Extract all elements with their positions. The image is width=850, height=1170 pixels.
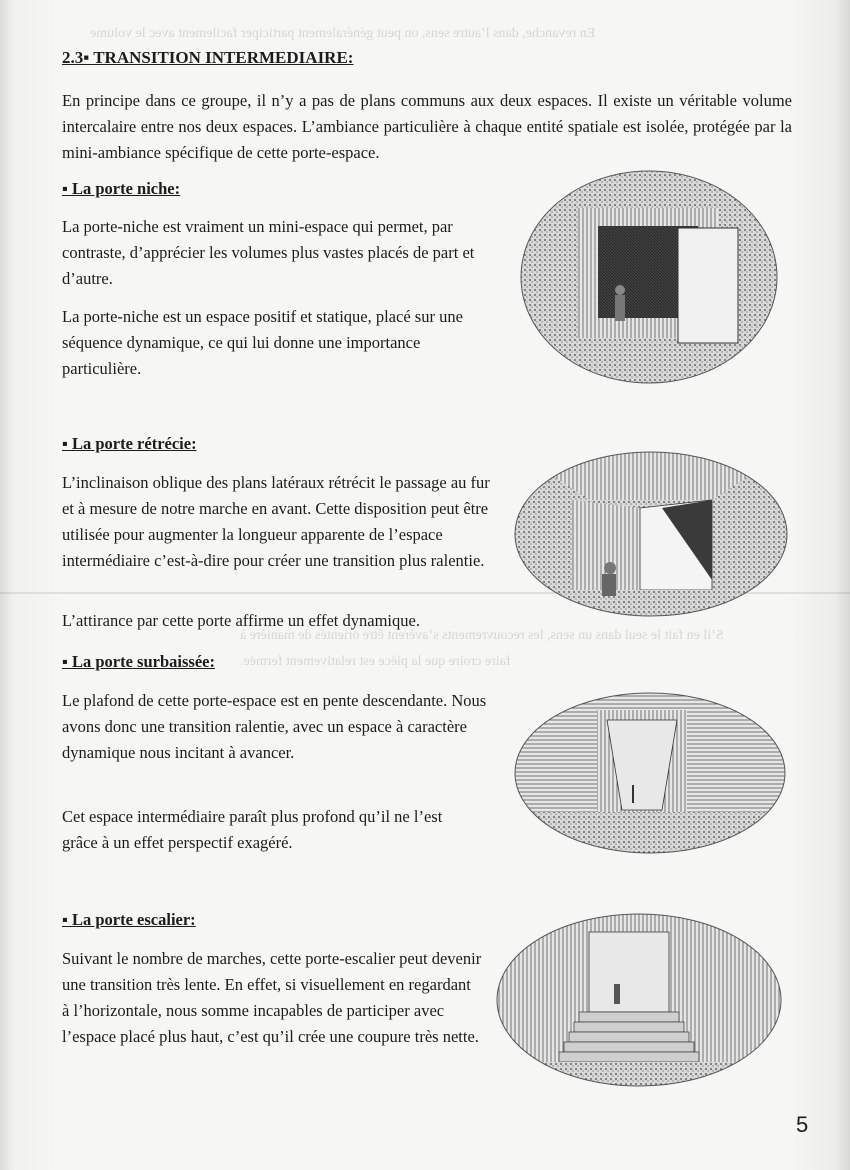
illustration-porte-escalier — [494, 912, 784, 1088]
section-title: 2.3▪ TRANSITION INTERMEDIAIRE: — [62, 48, 354, 67]
paragraph-niche-1: La porte-niche est vraiment un mini-espace qui permet, par contraste, d’apprécier les volumes plus vastes placés de part et d’autre. — [62, 217, 475, 288]
paragraph-retrecie-2: L’attirance par cette porte affirme un effet dynamique. — [62, 611, 420, 630]
paragraph-surbaissee-2: Cet espace intermédiaire paraît plus profond qu’il ne l’est grâce à un effet perspectif exagéré. — [62, 807, 443, 852]
subsection-title-retrecie: ▪ La porte rétrécie: — [62, 434, 197, 453]
subsection-title-niche: ▪ La porte niche: — [62, 179, 181, 198]
paragraph-retrecie-1: L’inclinaison oblique des plans latéraux rétrécit le passage au fur et à mesure de notre marche en avant. Cette disposition peut être utilisée pour augmenter la longueur apparente de l’espace intermédiaire c’est-à-dire pour créer une transition plus ralentie. — [62, 473, 490, 570]
illustration-porte-surbaissee — [512, 690, 788, 856]
bleed-through-text: S’il en fait le seul dans un sens, les recouvrements s’avèrent être orientés de manière à — [240, 628, 724, 643]
paragraph-surbaissee-1: Le plafond de cette porte-espace est en pente descendante. Nous avons donc une transition ralentie, avec un espace à caractère dynamique nous incitant à avancer. — [62, 691, 487, 762]
bleed-through-text: faire croire que la pièce est relativement fermée. — [240, 654, 511, 669]
subsection-title-escalier: ▪ La porte escalier: — [62, 910, 196, 929]
subsection-title-surbaissee: ▪ La porte surbaissée: — [62, 652, 215, 671]
bleed-through-text: En revanche, dans l’autre sens, on peut généralement participer facilement avec le volume — [90, 26, 596, 41]
paragraph-escalier-1: Suivant le nombre de marches, cette porte-escalier peut devenir une transition très lente. En effet, si visuellement en regardant à l’horizontale, nous somme incapables de participer avec l’espace placé plus haut, c’est qu’il crée une coupure très nette. — [62, 949, 482, 1046]
illustration-porte-retrecie — [512, 450, 790, 618]
intro-paragraph: En principe dans ce groupe, il n’y a pas de plans communs aux deux espaces. Il existe un véritable volume intercalaire entre nos deux espaces. L’ambiance particulière à chaque entité spatiale est isolée, protégée par la mini-ambiance spécifique de cette porte-espace. — [62, 91, 792, 162]
illustration-porte-niche — [518, 168, 780, 386]
page-number: 5 — [796, 1112, 809, 1137]
paragraph-niche-2: La porte-niche est un espace positif et statique, placé sur une séquence dynamique, ce qui lui donne une importance particulière. — [62, 307, 463, 378]
